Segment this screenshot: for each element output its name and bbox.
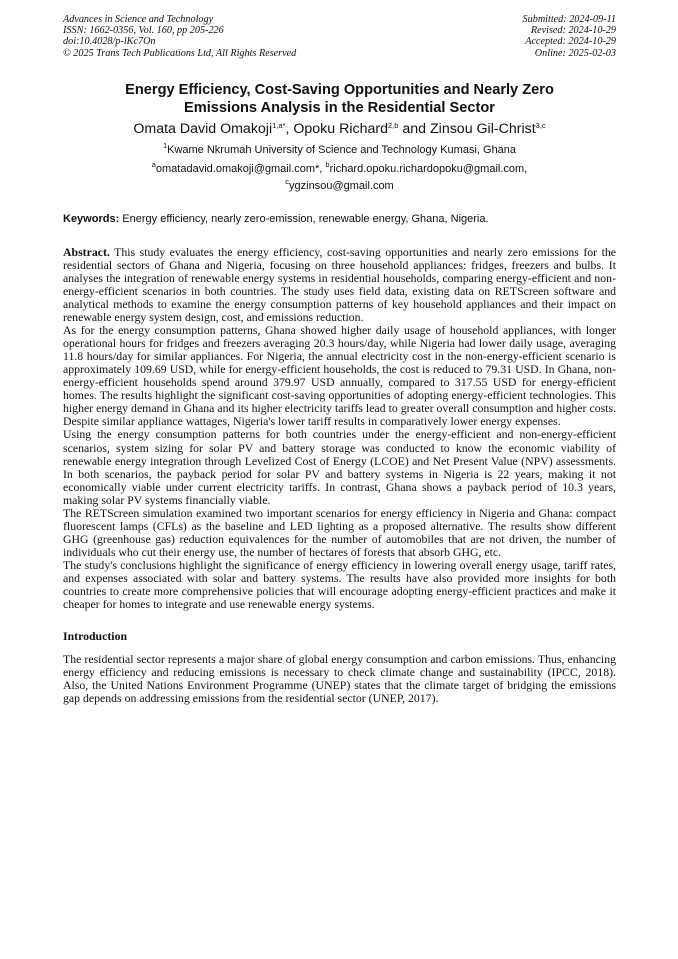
journal-issn: ISSN: 1662-0356, Vol. 160, pp 205-226 (63, 25, 224, 37)
email-b-marker: b (325, 159, 330, 169)
abstract-paragraph-5: The study's conclusions highlight the significance of energy efficiency in lowering overall energy usage, tariff rates, and expenses associated with solar and battery systems. The results have also provided more insights for both countries to create more comprehensive policies that will encourage adopting energy-efficient practices and make it cheaper for homes to integrate and use renewable energy systems. (63, 557, 616, 612)
affiliation-marker: 1 (162, 140, 168, 150)
author-separator-1: , (285, 120, 294, 137)
author-3-name: Zinsou Gil-Christ (430, 120, 536, 137)
accepted-date: Accepted: 2024-10-29 (525, 36, 616, 48)
introduction-paragraph-1: The residential sector represents a major share of global energy consumption and carbon emissions. Thus, enhancing energy efficiency and reducing emissions is necessary to check climate change and sustainability (IPCC, 2018). Also, the United Nations Environment Programme (UNEP) states that the climate target of bridging the emissions gap depends on addressing emissions from the residential sector (UNEP, 2017). (63, 652, 616, 706)
email-c-marker: c (285, 176, 290, 186)
paper-page (63, 14, 616, 705)
abstract (63, 246, 616, 611)
online-date: Online: 2025-02-03 (534, 47, 616, 59)
email-a-marker: a (151, 159, 156, 169)
affiliation (63, 142, 616, 159)
affiliation-text: Kwame Nkrumah University of Science and Technology Kumasi, Ghana (167, 143, 517, 156)
journal-copyright: © 2025 Trans Tech Publications Ltd, All Rights Reserved (63, 47, 297, 59)
email-c[interactable]: ygzinsou@gmail.com (289, 179, 394, 192)
abstract-paragraph-1 (63, 246, 616, 324)
abstract-p1-text: This study evaluates the energy efficiency, cost-saving opportunities and nearly zero emissions for the residential sectors of Ghana and Nigeria, focusing on three household appliances: fridges, freezers and bulbs. It analyses the integration of renewable energy systems in residential households, comparing energy-efficient and non-energy-efficient scenarios in both countries. The study uses field data, existing data on RETScreen software and analytical methods to examine the energy consumption patterns of key household appliances and their impact on renewable energy system design, cost, and emissions reduction. (63, 244, 616, 325)
author-list (63, 119, 616, 139)
paper-title (63, 81, 616, 117)
author-2-name: Opoku Richard (293, 120, 388, 137)
submitted-date: Submitted: 2024-09-11 (522, 14, 616, 25)
paper-title-line-2: Emissions Analysis in the Residential Sector (184, 99, 495, 116)
abstract-paragraph-2: As for the energy consumption patterns, Ghana showed higher daily usage of household appliances, with longer operational hours for fridges and freezers averaging 20.3 hours/day, while Nigeria had lower daily usage, averaging 11.8 hours/day for similar appliances. For Nigeria, the annual electricity cost in the non-energy-efficient scenario is approximately 109.69 USD, while for energy-efficient households, the cost is reduced to 79.31 USD. In Ghana, non-energy-efficient households spend around 379.97 USD annually, compared to 317.55 USD for energy-efficient homes. The results highlight the significant cost-saving opportunities of adopting energy-efficient technologies. This higher energy demand in Ghana and its higher electricity tariffs lead to greater overall consumption and higher costs. Despite similar appliance wattages, Nigeria's lower tariff results in comparatively lower energy expenses. (63, 323, 616, 429)
author-3-marker: 3,c (535, 120, 546, 130)
email-b[interactable]: richard.opoku.richardopoku@gmail.com, (329, 162, 528, 175)
journal-info (63, 14, 296, 59)
keywords-label: Keywords: (63, 212, 120, 225)
keywords-text: Energy efficiency, nearly zero-emission, renewable energy, Ghana, Nigeria. (119, 212, 489, 225)
keywords (63, 212, 616, 227)
revised-date: Revised: 2024-10-29 (530, 25, 616, 37)
journal-name: Advances in Science and Technology (63, 14, 214, 25)
journal-doi[interactable]: doi:10.4028/p-lKc7On (63, 36, 156, 48)
abstract-paragraph-3: Using the energy consumption patterns for both countries under the energy-efficient and non-energy-efficient scenarios, system sizing for solar PV and battery storage was conducted to know the economic viability of renewable energy integration through Levelized Cost of Energy (LCOE) and Net Present Value (NPV) assessments. In both scenarios, the payback period for solar PV and battery systems in Nigeria is 22 years, making it not economically viable under current electricity tariffs. In contrast, Ghana shows a payback period of 10.3 years, making solar PV systems financially viable. (63, 427, 616, 507)
paper-title-line-1: Energy Efficiency, Cost-Saving Opportunities and Nearly Zero (125, 81, 554, 98)
author-1-marker: 1,a* (272, 120, 286, 130)
journal-header (63, 14, 616, 59)
email-a[interactable]: omatadavid.omakoji@gmail.com*, (155, 162, 326, 175)
email-line-1 (63, 161, 616, 178)
abstract-paragraph-4: The RETScreen simulation examined two important scenarios for energy efficiency in Nigeria and Ghana: compact fluorescent lamps (CFLs) as the baseline and LED lighting as a proposed alternative. The results show different GHG (greenhouse gas) reduction equivalences for the number of automobiles that are not driven, the number of individuals who cut their energy use, the number of hectares of forests that absorb GHG, etc. (63, 505, 616, 559)
author-separator-2: and (398, 120, 430, 137)
author-1-name: Omata David Omakoji (133, 120, 273, 137)
author-emails (63, 161, 616, 195)
introduction-body (63, 653, 616, 705)
introduction-heading: Introduction (63, 629, 128, 644)
publication-dates (523, 14, 616, 59)
email-line-2 (63, 178, 616, 195)
abstract-label: Abstract. (63, 244, 110, 259)
author-2-marker: 2,b (388, 120, 399, 130)
